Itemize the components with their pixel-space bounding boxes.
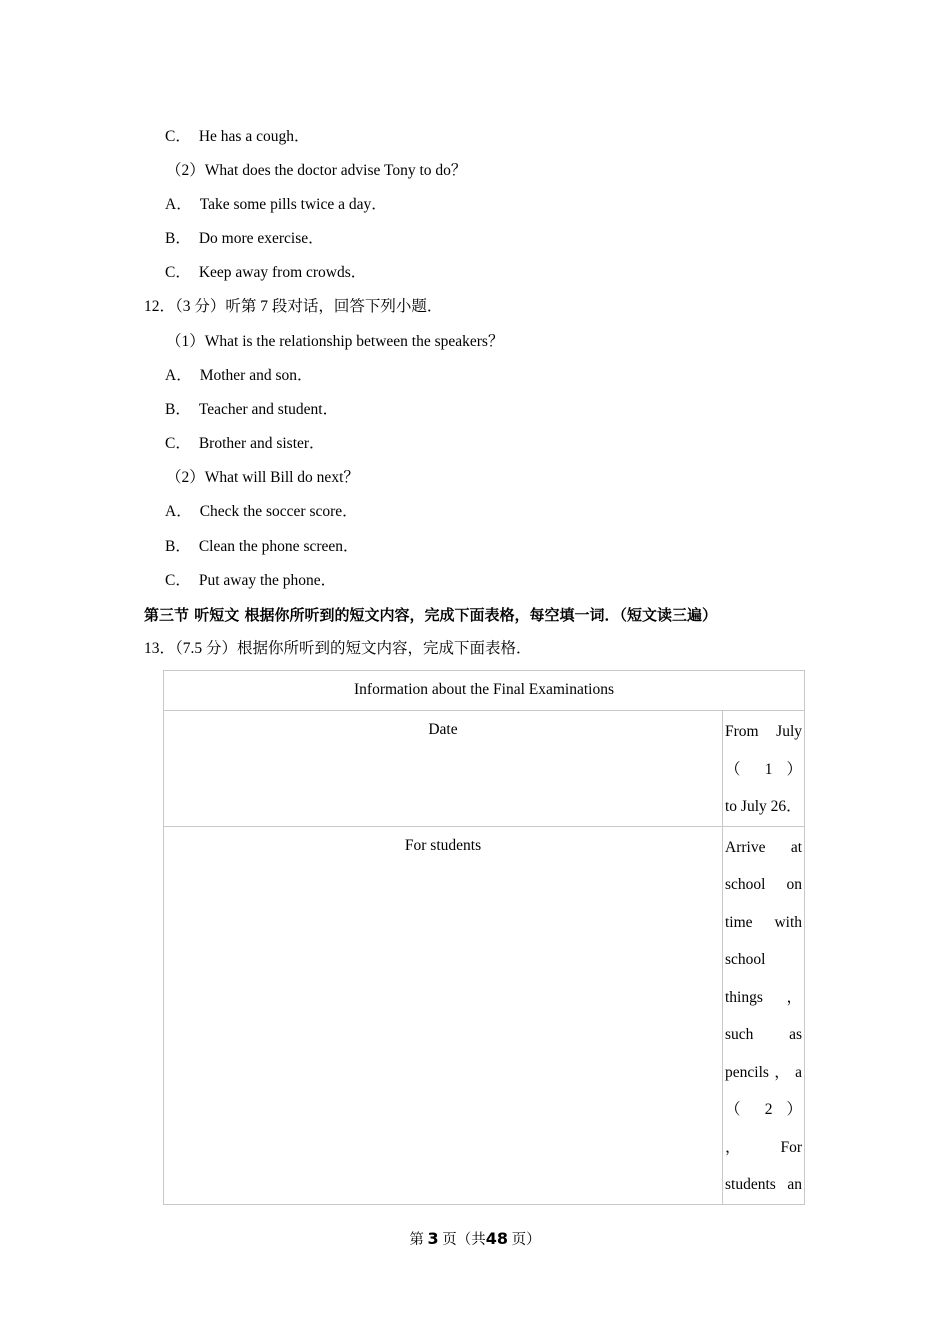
option-letter: A． xyxy=(165,196,192,213)
section-heading: 第三节 听短文 根据你所听到的短文内容，完成下面表格，每空填一词．（短文读三遍） xyxy=(144,606,717,624)
students-line: ， For xyxy=(725,1138,803,1156)
q11-subquestion-2: （2）What does the doctor advise Tony to do？ xyxy=(166,162,467,179)
option-text: Do more exercise． xyxy=(198,230,324,247)
students-line: pencils，a xyxy=(725,1063,803,1081)
q12-subquestion-1: （1）What is the relationship between the speakers？ xyxy=(166,333,504,350)
option-text: Keep away from crowds． xyxy=(198,264,367,281)
footer-mid: 页（共 xyxy=(442,1232,486,1248)
blank-1: （ 1 ） xyxy=(725,760,803,778)
option-letter: C． xyxy=(165,435,191,452)
option-text: Take some pills twice a day． xyxy=(199,196,387,213)
q12-option-a1 xyxy=(165,366,313,386)
info-table xyxy=(163,670,805,1205)
students-label: For students xyxy=(164,826,723,1204)
q12-subquestion-2: （2）What will Bill do next？ xyxy=(166,469,359,486)
students-line: students an xyxy=(725,1176,803,1193)
option-letter: C． xyxy=(165,572,191,589)
students-value-cell xyxy=(723,826,805,1204)
table-row-students xyxy=(164,826,805,1204)
q11-option-c1 xyxy=(165,127,309,147)
option-text: Teacher and student． xyxy=(198,401,339,418)
table-row-date xyxy=(164,711,805,827)
option-letter: A． xyxy=(165,367,192,384)
date-line: to July 26． xyxy=(725,798,802,815)
q12-option-a2 xyxy=(165,502,358,522)
page-footer xyxy=(0,1228,950,1249)
footer-prefix: 第 xyxy=(409,1232,424,1248)
students-line: Arrive at xyxy=(725,838,803,856)
footer-suffix: 页） xyxy=(511,1232,541,1248)
q12-option-b1 xyxy=(165,400,338,420)
option-letter: C． xyxy=(165,128,191,145)
students-line: school on xyxy=(725,876,803,893)
table-title: Information about the Final Examinations xyxy=(164,671,805,711)
q11-option-b2 xyxy=(165,229,324,249)
q13-stem: 13．（7.5 分）根据你所听到的短文内容，完成下面表格． xyxy=(144,640,532,657)
option-text: Mother and son． xyxy=(199,367,313,384)
total-pages: 48 xyxy=(485,1229,509,1248)
option-letter: B． xyxy=(165,401,191,418)
q12-option-c1 xyxy=(165,434,325,454)
option-letter: A． xyxy=(165,503,192,520)
date-label: Date xyxy=(164,711,723,827)
q12-option-c2 xyxy=(165,571,336,591)
students-line: school xyxy=(725,951,766,968)
students-line: things ， xyxy=(725,988,803,1006)
q11-option-c2 xyxy=(165,263,366,283)
option-letter: B． xyxy=(165,230,191,247)
option-text: Put away the phone． xyxy=(198,572,337,589)
q11-option-a2 xyxy=(165,195,387,215)
option-text: He has a cough． xyxy=(198,128,310,145)
option-letter: B． xyxy=(165,538,191,555)
blank-2: （ 2 ） xyxy=(725,1101,803,1118)
date-value-cell xyxy=(723,711,805,827)
option-text: Clean the phone screen． xyxy=(198,538,359,555)
q12-option-b2 xyxy=(165,537,359,557)
option-text: Check the soccer score． xyxy=(199,503,358,520)
students-line: such as xyxy=(725,1026,803,1043)
option-text: Brother and sister． xyxy=(198,435,325,452)
date-line: From July xyxy=(725,723,803,740)
table-title-row xyxy=(164,671,805,711)
students-line: time with xyxy=(725,913,803,931)
q12-stem: 12．（3 分）听第 7 段对话，回答下列小题． xyxy=(144,298,443,315)
option-letter: C． xyxy=(165,264,191,281)
page-number: 3 xyxy=(427,1229,439,1248)
